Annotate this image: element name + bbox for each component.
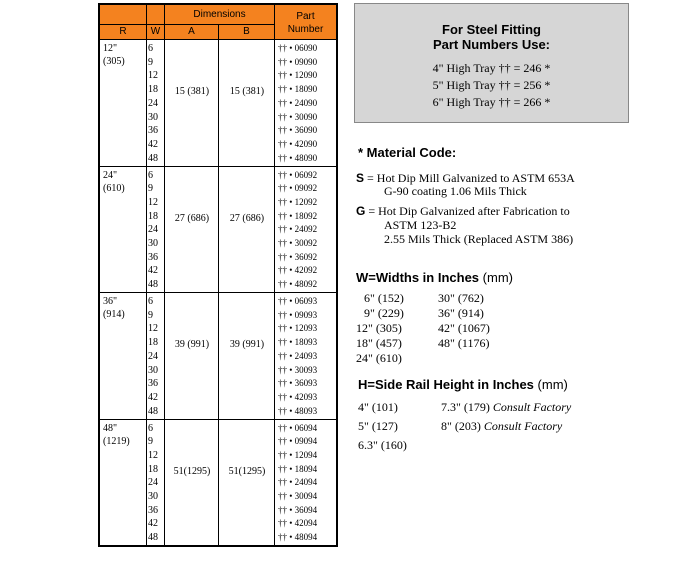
width-value: 48 xyxy=(148,405,158,417)
width-value: 36 xyxy=(148,251,158,263)
material-g xyxy=(356,204,570,219)
table-header xyxy=(100,5,336,39)
width-value: 30 xyxy=(148,238,158,250)
steel-fitting-box xyxy=(354,3,629,123)
width-value: 6 xyxy=(148,169,153,181)
part-number: †† • 24094 xyxy=(278,477,318,488)
part-number-table xyxy=(98,3,338,547)
width-value: 48 xyxy=(148,279,158,291)
height-item: 5" (127) xyxy=(358,419,398,433)
part-number: †† • 42092 xyxy=(278,265,318,276)
header-part: Part xyxy=(296,11,315,22)
dimension-a: 15 (381) xyxy=(174,86,210,97)
width-value: 42 xyxy=(148,391,158,403)
part-number: †† • 12092 xyxy=(278,196,318,207)
consult-factory-note: Consult Factory xyxy=(483,419,563,433)
material-g-line3: 2.55 Mils Thick (Replaced ASTM 386) xyxy=(384,232,574,246)
width-item: 36" (914) xyxy=(438,306,484,320)
part-number: †† • 06092 xyxy=(278,169,318,180)
heights-title xyxy=(358,377,568,392)
dimension-a: 51(1295) xyxy=(173,465,211,477)
width-cell xyxy=(148,42,158,165)
header-number: Number xyxy=(287,24,324,35)
part-number: †† • 36090 xyxy=(278,125,318,136)
part-number-cell xyxy=(278,295,317,418)
part-number: †† • 24090 xyxy=(278,97,318,108)
width-value: 9 xyxy=(148,183,153,195)
width-item: 42" (1067) xyxy=(438,321,490,335)
heights-col1 xyxy=(358,398,407,455)
part-number: †† • 48092 xyxy=(278,279,318,290)
widths-unit: (mm) xyxy=(482,270,513,285)
dimension-a: 27 (686) xyxy=(174,212,210,224)
material-s-line1: = Hot Dip Mill Galvanized to ASTM 653A xyxy=(367,171,575,185)
dimension-b: 27 (686) xyxy=(229,212,265,224)
width-value: 42 xyxy=(148,265,158,277)
part-number: †† • 06093 xyxy=(278,296,318,306)
part-number: †† • 09092 xyxy=(278,183,318,194)
height-item: 7.3" (179) Consult Factory xyxy=(441,400,572,414)
radius-in: 24" xyxy=(103,169,118,181)
fitting-box-title xyxy=(355,22,628,52)
consult-factory-note: Consult Factory xyxy=(492,400,572,414)
width-value: 30 xyxy=(148,364,158,376)
part-number: †† • 09094 xyxy=(278,436,318,447)
width-value: 12 xyxy=(148,70,158,82)
part-number: †† • 30093 xyxy=(278,364,318,375)
fitting-row: 4" High Tray †† = 246 * xyxy=(432,61,551,75)
material-code-title: * Material Code: xyxy=(358,145,457,160)
radius-in: 12" xyxy=(103,43,118,54)
radius-mm: (1219) xyxy=(103,435,130,447)
width-value: 42 xyxy=(148,138,158,150)
part-number: †† • 30090 xyxy=(278,111,318,122)
part-number-cell xyxy=(278,422,317,545)
part-number: †† • 12093 xyxy=(278,323,318,334)
width-value: 6 xyxy=(148,43,153,54)
material-s-line2: G-90 coating 1.06 Mils Thick xyxy=(384,184,527,198)
dimension-a: 39 (991) xyxy=(174,339,210,350)
width-item: 18" (457) xyxy=(356,336,402,350)
part-number: †† • 36093 xyxy=(278,378,318,389)
width-value: 18 xyxy=(148,463,158,475)
widths-title xyxy=(356,270,513,285)
width-value: 30 xyxy=(148,111,158,123)
part-number: †† • 09090 xyxy=(278,56,318,67)
height-item: 4" (101) xyxy=(358,400,398,414)
heights-unit: (mm) xyxy=(537,377,568,392)
width-value: 12 xyxy=(148,449,158,461)
part-number: †† • 18094 xyxy=(278,463,318,474)
part-number: †† • 42090 xyxy=(278,138,318,149)
part-number: †† • 09093 xyxy=(278,309,318,320)
part-number: †† • 06090 xyxy=(278,43,318,53)
width-value: 6 xyxy=(148,422,153,434)
width-cell xyxy=(148,169,158,292)
table-group xyxy=(100,292,336,419)
width-value: 12 xyxy=(148,323,158,335)
part-number: †† • 18090 xyxy=(278,84,318,95)
width-value: 36 xyxy=(148,125,158,137)
width-value: 9 xyxy=(148,436,153,448)
width-value: 42 xyxy=(148,518,158,530)
width-item: 9" (229) xyxy=(364,306,404,320)
width-value: 48 xyxy=(148,152,158,164)
part-number: †† • 48094 xyxy=(278,532,318,543)
material-g-line1: = Hot Dip Galvanized after Fabrication to xyxy=(368,204,570,218)
radius-in: 36" xyxy=(103,296,118,307)
part-number: †† • 24092 xyxy=(278,224,318,235)
width-item: 24" (610) xyxy=(356,351,402,365)
width-value: 18 xyxy=(148,337,158,349)
heights-title-text: H=Side Rail Height in Inches xyxy=(358,377,534,392)
part-number-cell xyxy=(278,169,317,292)
dimension-b: 15 (381) xyxy=(229,86,265,97)
header-a: A xyxy=(188,26,195,37)
width-value: 9 xyxy=(148,56,153,68)
width-item: 30" (762) xyxy=(438,291,484,305)
material-g-code: G xyxy=(356,204,366,218)
fitting-row: 6" High Tray †† = 266 * xyxy=(432,95,551,109)
width-value: 48 xyxy=(148,532,158,544)
width-cell xyxy=(148,422,158,545)
part-number: †† • 30094 xyxy=(278,491,318,502)
radius-mm: (914) xyxy=(103,309,125,320)
header-dimensions: Dimensions xyxy=(193,9,246,20)
part-number: †† • 12094 xyxy=(278,449,318,460)
dimension-b: 39 (991) xyxy=(229,339,265,350)
widths-col2 xyxy=(438,291,490,351)
part-number: †† • 48090 xyxy=(278,152,318,163)
radius-cell xyxy=(103,422,130,448)
heights-col2 xyxy=(441,398,571,436)
part-number: †† • 48093 xyxy=(278,405,318,416)
part-number: †† • 36094 xyxy=(278,504,318,515)
part-number: †† • 06094 xyxy=(278,422,318,433)
dimension-b: 51(1295) xyxy=(228,465,266,477)
header-w: W xyxy=(150,26,161,37)
width-value: 36 xyxy=(148,378,158,390)
fitting-row: 5" High Tray †† = 256 * xyxy=(432,78,551,92)
fitting-rows xyxy=(355,60,628,111)
part-number: †† • 42093 xyxy=(278,391,318,402)
radius-in: 48" xyxy=(103,422,118,434)
width-value: 24 xyxy=(148,350,158,362)
width-item: 12" (305) xyxy=(356,321,402,335)
part-number: †† • 36092 xyxy=(278,251,318,262)
part-number: †† • 12090 xyxy=(278,70,318,81)
fitting-title-line1: For Steel Fitting xyxy=(442,22,541,37)
material-g-line2: ASTM 123-B2 xyxy=(384,218,457,232)
width-value: 24 xyxy=(148,477,158,489)
width-value: 30 xyxy=(148,491,158,503)
fitting-title-line2: Part Numbers Use: xyxy=(432,37,551,52)
table-group xyxy=(100,419,336,546)
radius-mm: (305) xyxy=(103,56,125,67)
width-value: 6 xyxy=(148,296,153,307)
radius-cell xyxy=(103,169,125,195)
height-item: 6.3" (160) xyxy=(358,438,407,452)
radius-mm: (610) xyxy=(103,182,125,194)
width-cell xyxy=(148,295,158,418)
width-item: 48" (1176) xyxy=(438,336,490,350)
width-value: 12 xyxy=(148,196,158,208)
widths-col1 xyxy=(356,291,404,366)
header-r: R xyxy=(119,26,127,37)
radius-cell xyxy=(103,42,125,68)
part-number: †† • 42094 xyxy=(278,518,318,529)
height-item: 8" (203) Consult Factory xyxy=(441,419,563,433)
table-body xyxy=(100,39,336,545)
width-value: 24 xyxy=(148,224,158,236)
width-value: 18 xyxy=(148,84,158,96)
part-number: †† • 24093 xyxy=(278,350,318,361)
widths-title-text: W=Widths in Inches xyxy=(356,270,480,285)
radius-cell xyxy=(103,295,125,321)
width-value: 24 xyxy=(148,97,158,109)
part-number: †† • 18092 xyxy=(278,210,318,221)
table-group xyxy=(100,39,336,166)
table-group xyxy=(100,166,336,293)
width-value: 18 xyxy=(148,210,158,222)
width-item: 6" (152) xyxy=(364,291,404,305)
material-s-code: S xyxy=(356,171,365,185)
part-number: †† • 18093 xyxy=(278,337,318,348)
part-number-cell xyxy=(278,42,317,165)
width-value: 36 xyxy=(148,504,158,516)
header-b: B xyxy=(243,26,250,37)
part-number: †† • 30092 xyxy=(278,238,318,249)
width-value: 9 xyxy=(148,309,153,321)
